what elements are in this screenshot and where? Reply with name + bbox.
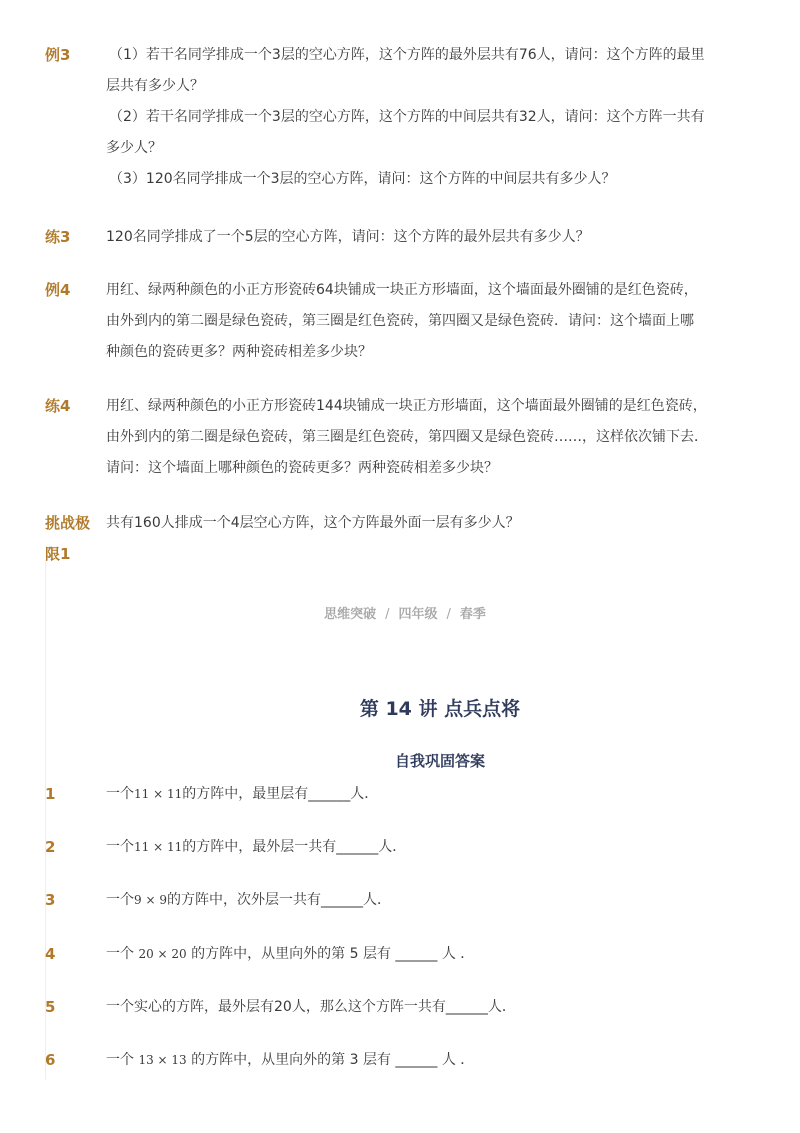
question-pre: 一个 bbox=[106, 786, 134, 802]
question-number: 3 bbox=[45, 891, 56, 909]
question-math: 20 × 20 bbox=[138, 947, 187, 961]
problem-body-pr3 bbox=[106, 222, 730, 253]
footer-course: 思维突破 bbox=[324, 607, 377, 622]
question-text bbox=[106, 887, 391, 913]
problem-line: 层共有多少人？ bbox=[106, 78, 204, 94]
problem-line: 共有160人排成一个4层空心方阵，这个方阵最外面一层有多少人？ bbox=[106, 515, 520, 531]
question-pre: 一个实心的方阵，最外层有20人，那么这个方阵一共有______人． bbox=[106, 999, 516, 1015]
footer-separator: / bbox=[446, 607, 451, 622]
problem-body-ex3 bbox=[106, 40, 730, 195]
problem-line: 种颜色的瓷砖更多？两种瓷砖相差多少块？ bbox=[106, 344, 372, 360]
question-number: 2 bbox=[45, 838, 56, 856]
question-text bbox=[106, 781, 378, 807]
problem-line: （3）120名同学排成一个3层的空心方阵，请问：这个方阵的中间层共有多少人？ bbox=[109, 171, 616, 187]
footer-grade: 四年级 bbox=[398, 607, 438, 622]
question-post: 的方阵中，最外层一共有______人． bbox=[182, 839, 407, 855]
lecture-title: 第 14 讲 点兵点将 bbox=[359, 698, 521, 720]
problem-body-ex4 bbox=[106, 275, 730, 368]
question-number: 4 bbox=[45, 945, 56, 963]
problem-body-pr4 bbox=[106, 391, 730, 484]
question-math: 11 × 11 bbox=[134, 787, 183, 801]
question-text bbox=[106, 1047, 474, 1073]
question-math: 9 × 9 bbox=[134, 893, 167, 907]
problem-label-challenge1 bbox=[45, 508, 90, 570]
problem-label-ex3: 例3 bbox=[45, 46, 71, 64]
problem-line: 多少人？ bbox=[106, 140, 162, 156]
problem-label-pr3: 练3 bbox=[45, 228, 71, 246]
problem-line: 由外到内的第二圈是绿色瓷砖，第三圈是红色瓷砖，第四圈又是绿色瓷砖．请问：这个墙面上哪 bbox=[106, 313, 694, 329]
problem-line: （2）若干名同学排成一个3层的空心方阵，这个方阵的中间层共有32人，请问：这个方阵一共有 bbox=[109, 109, 705, 125]
footer-season: 春季 bbox=[459, 607, 486, 622]
question-post: 的方阵中，最里层有______人． bbox=[182, 786, 379, 802]
page-footer bbox=[0, 603, 800, 622]
question-pre: 一个 bbox=[106, 1052, 139, 1068]
question-pre: 一个 bbox=[106, 839, 134, 855]
section-title: 自我巩固答案 bbox=[394, 752, 485, 770]
question-number: 5 bbox=[45, 998, 56, 1016]
problem-line: 请问：这个墙面上哪种颜色的瓷砖更多？两种瓷砖相差多少块？ bbox=[106, 460, 498, 476]
problem-line: 用红、绿两种颜色的小正方形瓷砖64块铺成一块正方形墙面，这个墙面最外圈铺的是红色瓷砖， bbox=[106, 282, 698, 298]
problem-body-challenge1 bbox=[106, 508, 730, 539]
challenge-label-line1: 挑战极 bbox=[45, 514, 91, 532]
problem-line: 由外到内的第二圈是绿色瓷砖，第三圈是红色瓷砖，第四圈又是绿色瓷砖……，这样依次铺下去． bbox=[106, 429, 708, 445]
question-post: 的方阵中，从里向外的第 5 层有 ______ 人 ． bbox=[186, 946, 475, 962]
footer-separator: / bbox=[385, 607, 390, 622]
question-number: 6 bbox=[45, 1051, 56, 1069]
question-post: 的方阵中，从里向外的第 3 层有 ______ 人 ． bbox=[186, 1052, 475, 1068]
challenge-label-line2: 限1 bbox=[45, 545, 71, 563]
question-text bbox=[106, 941, 474, 967]
question-text bbox=[106, 994, 516, 1020]
question-number: 1 bbox=[45, 785, 56, 803]
problem-label-ex4: 例4 bbox=[45, 281, 71, 299]
problem-label-pr4: 练4 bbox=[45, 397, 71, 415]
problem-line: 120名同学排成了一个5层的空心方阵，请问：这个方阵的最外层共有多少人？ bbox=[106, 229, 590, 245]
question-math: 13 × 13 bbox=[138, 1053, 187, 1067]
question-post: 的方阵中，次外层一共有______人． bbox=[166, 892, 391, 908]
question-math: 11 × 11 bbox=[134, 840, 183, 854]
question-pre: 一个 bbox=[106, 892, 134, 908]
problem-line: 用红、绿两种颜色的小正方形瓷砖144块铺成一块正方形墙面，这个墙面最外圈铺的是红色瓷砖， bbox=[106, 398, 707, 414]
question-text bbox=[106, 834, 406, 860]
problem-line: （1）若干名同学排成一个3层的空心方阵，这个方阵的最外层共有76人，请问：这个方阵的最里 bbox=[109, 47, 705, 63]
question-pre: 一个 bbox=[106, 946, 139, 962]
